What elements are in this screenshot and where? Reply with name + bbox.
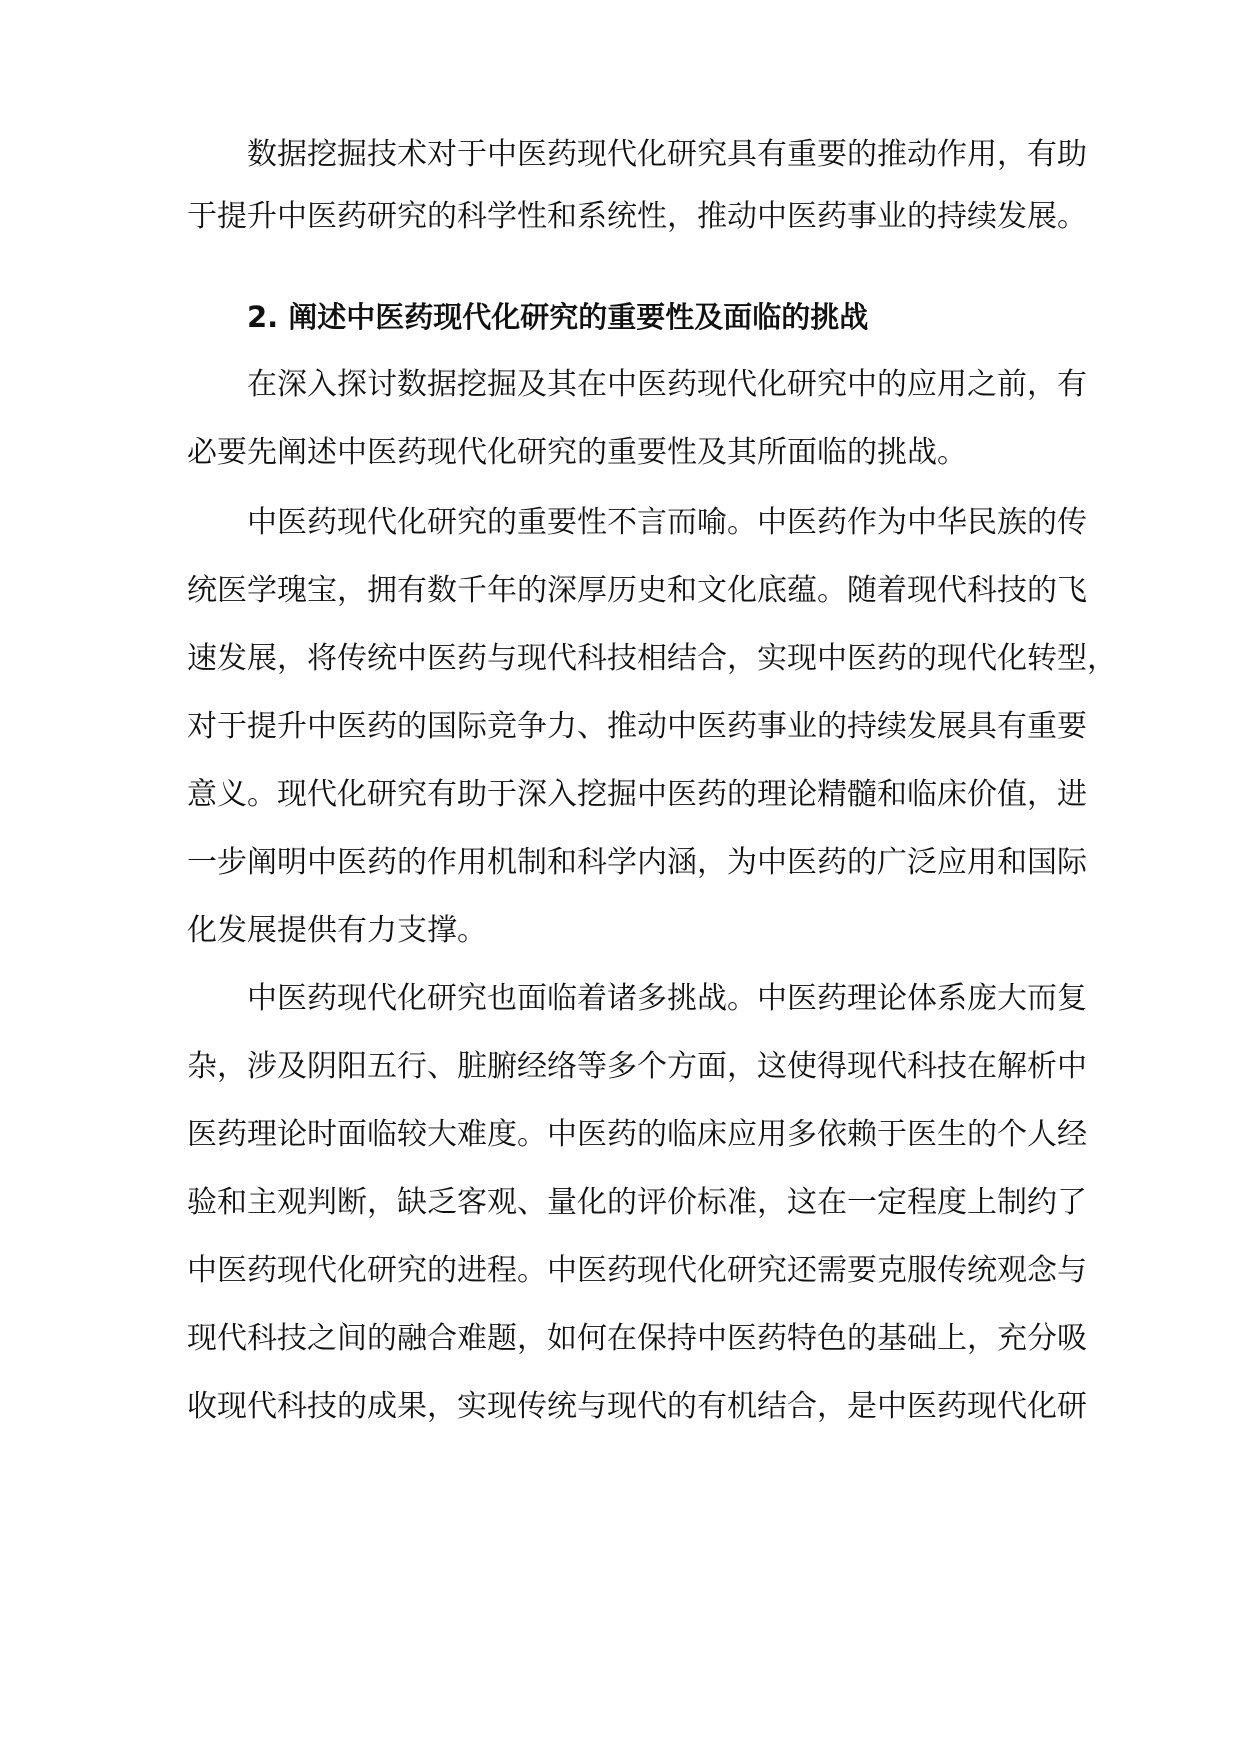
paragraph-3-line-5: 意义。现代化研究有助于深入挖掘中医药的理论精髓和临床价值，进 [187, 777, 1087, 812]
paragraph-4-line-2: 杂，涉及阴阳五行、脏腑经络等多个方面，这使得现代科技在解析中 [187, 1049, 1087, 1084]
paragraph-1-line-2: 于提升中医药研究的科学性和系统性，推动中医药事业的持续发展。 [187, 199, 1087, 234]
paragraph-4-line-5: 中医药现代化研究的进程。中医药现代化研究还需要克服传统观念与 [187, 1253, 1087, 1288]
section-heading: 2. 阐述中医药现代化研究的重要性及面临的挑战 [247, 300, 869, 334]
paragraph-3-line-4: 对于提升中医药的国际竞争力、推动中医药事业的持续发展具有重要 [187, 709, 1087, 744]
paragraph-3-line-1: 中医药现代化研究的重要性不言而喻。中医药作为中华民族的传 [247, 505, 1087, 540]
paragraph-2-line-2: 必要先阐述中医药现代化研究的重要性及其所面临的挑战。 [187, 435, 967, 470]
paragraph-3-line-6: 一步阐明中医药的作用机制和科学内涵，为中医药的广泛应用和国际 [187, 845, 1087, 880]
paragraph-4-line-4: 验和主观判断，缺乏客观、量化的评价标准，这在一定程度上制约了 [187, 1185, 1087, 1220]
paragraph-4-line-3: 医药理论时面临较大难度。中医药的临床应用多依赖于医生的个人经 [187, 1117, 1087, 1152]
paragraph-2-line-1: 在深入探讨数据挖掘及其在中医药现代化研究中的应用之前，有 [247, 367, 1087, 402]
paragraph-4-line-6: 现代科技之间的融合难题，如何在保持中医药特色的基础上，充分吸 [187, 1321, 1087, 1356]
paragraph-3-line-2: 统医学瑰宝，拥有数千年的深厚历史和文化底蕴。随着现代科技的飞 [187, 573, 1087, 608]
paragraph-4-line-7: 收现代科技的成果，实现传统与现代的有机结合，是中医药现代化研 [187, 1389, 1087, 1424]
paragraph-3-line-3: 速发展，将传统中医药与现代科技相结合，实现中医药的现代化转型， [187, 641, 1117, 676]
paragraph-1-line-1: 数据挖掘技术对于中医药现代化研究具有重要的推动作用，有助 [247, 137, 1087, 172]
paragraph-4-line-1: 中医药现代化研究也面临着诸多挑战。中医药理论体系庞大而复 [247, 981, 1087, 1016]
paragraph-3-line-7: 化发展提供有力支撑。 [187, 913, 487, 948]
